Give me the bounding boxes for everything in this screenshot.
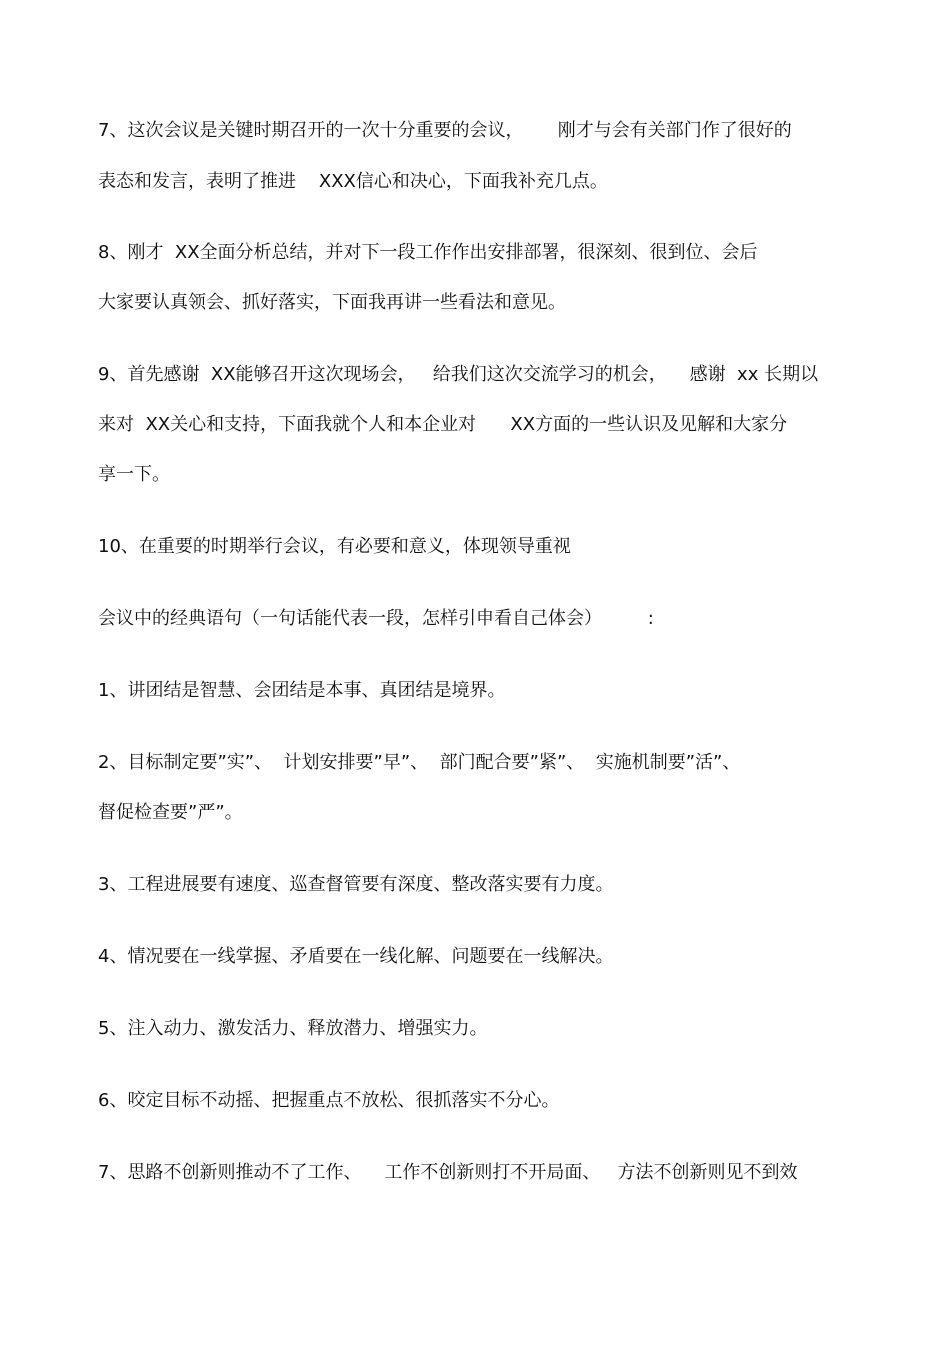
text-line: 会议中的经典语句（一句话能代表一段，怎样引申看自己体会） : (98, 608, 654, 629)
text-line: 大家要认真领会、抓好落实，下面我再讲一些看法和意见。 (98, 292, 566, 313)
text-line: 1、讲团结是智慧、会团结是本事、真团结是境界。 (98, 680, 506, 701)
text-line: 4、情况要在一线掌握、矛盾要在一线化解、问题要在一线解决。 (98, 946, 614, 967)
text-line: 10、在重要的时期举行会议，有必要和意义，体现领导重视 (98, 536, 571, 557)
text-line: 来对 XX关心和支持，下面我就个人和本企业对 XX方面的一些认识及见解和大家分 (98, 414, 788, 435)
text-line: 8、刚才 XX全面分析总结，并对下一段工作作出安排部署，很深刻、很到位、会后 (98, 242, 758, 263)
text-line: 2、目标制定要”实”、 计划安排要”早”、 部门配合要”紧”、 实施机制要”活”、 (98, 752, 741, 773)
text-line: 督促检查要”严”。 (98, 802, 243, 823)
text-line: 5、注入动力、激发活力、释放潜力、增强实力。 (98, 1018, 488, 1039)
text-line: 6、咬定目标不动摇、把握重点不放松、很抓落实不分心。 (98, 1090, 560, 1111)
text-line: 9、首先感谢 XX能够召开这次现场会， 给我们这次交流学习的机会， 感谢 xx 长期以 (98, 364, 819, 385)
text-line: 7、思路不创新则推动不了工作、 工作不创新则打不开局面、 方法不创新则见不到效 (98, 1162, 798, 1183)
text-line: 表态和发言，表明了推进 XXX信心和决心，下面我补充几点。 (98, 171, 608, 192)
text-line: 3、工程进展要有速度、巡查督管要有深度、整改落实要有力度。 (98, 874, 614, 895)
text-line: 享一下。 (98, 464, 170, 485)
text-line: 7、这次会议是关键时期召开的一次十分重要的会议， 刚才与会有关部门作了很好的 (98, 120, 792, 141)
